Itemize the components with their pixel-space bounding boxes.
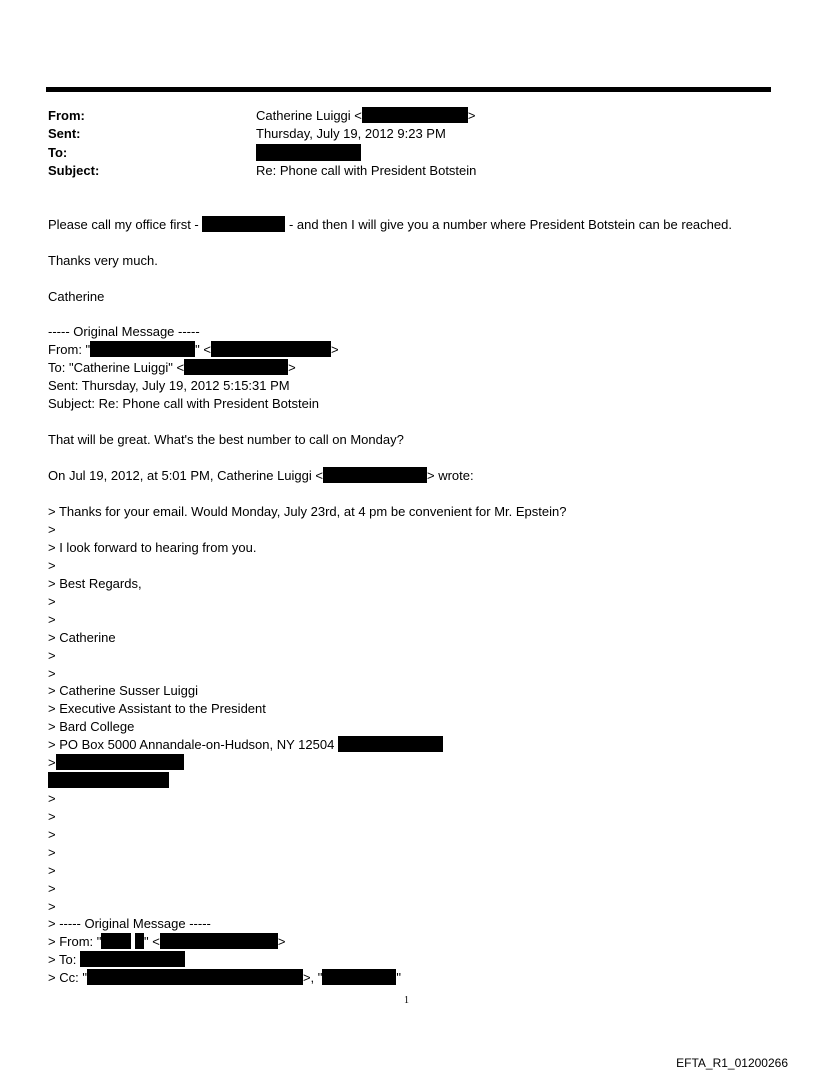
- quoted-text: >: [277, 934, 286, 949]
- quoted-line: [48, 754, 184, 772]
- redaction-box: [362, 107, 468, 123]
- quoted-line: > Catherine Susser Luiggi: [48, 683, 198, 698]
- quoted-line: > Executive Assistant to the President: [48, 701, 266, 716]
- redaction-box: [322, 969, 396, 985]
- quoted-text: >, ": [302, 970, 323, 985]
- quoted-line: [48, 969, 401, 987]
- header-rule: [46, 87, 771, 92]
- quoted-line: > I look forward to hearing from you.: [48, 540, 257, 555]
- quoted-text: " <: [144, 934, 160, 949]
- redaction-box: [90, 341, 195, 357]
- orig-text: > wrote:: [426, 468, 474, 483]
- redaction-box: [135, 933, 144, 949]
- body-text: - and then I will give you a number where President Botstein can be reached.: [285, 217, 732, 232]
- redaction-box: [211, 341, 331, 357]
- sent-value: Thursday, July 19, 2012 9:23 PM: [256, 126, 446, 141]
- quoted-line: [48, 951, 185, 969]
- from-label: From:: [48, 108, 85, 123]
- quoted-line: > Catherine: [48, 630, 116, 645]
- quoted-line: >: [48, 612, 56, 627]
- quoted-line: >: [48, 648, 56, 663]
- bates-number: EFTA_R1_01200266: [676, 1056, 788, 1070]
- quoted-line: > Bard College: [48, 719, 135, 734]
- quoted-line: >: [48, 863, 56, 878]
- redaction-box: [80, 951, 185, 967]
- orig-subject-line: Subject: Re: Phone call with President Botstein: [48, 396, 319, 411]
- subject-label: Subject:: [48, 163, 100, 178]
- body-line-1: [48, 216, 732, 234]
- redaction-box: [87, 969, 303, 985]
- quoted-line: [48, 933, 285, 951]
- reply-line: That will be great. What's the best number to call on Monday?: [48, 432, 404, 447]
- orig-text: On Jul 19, 2012, at 5:01 PM, Catherine Luiggi <: [48, 468, 323, 483]
- orig-text: From: ": [48, 342, 91, 357]
- quoted-line: > ----- Original Message -----: [48, 916, 211, 931]
- quoted-line: >: [48, 594, 56, 609]
- thanks-line: Thanks very much.: [48, 253, 158, 268]
- body-text: Please call my office first -: [48, 217, 203, 232]
- quoted-text: > PO Box 5000 Annandale-on-Hudson, NY 12504: [48, 737, 335, 752]
- quoted-line: [48, 736, 443, 754]
- orig-sent-line: Sent: Thursday, July 19, 2012 5:15:31 PM: [48, 378, 290, 393]
- to-label: To:: [48, 145, 68, 160]
- from-close: >: [467, 108, 476, 123]
- quoted-line: >: [48, 899, 56, 914]
- orig-from-line: [48, 341, 339, 359]
- orig-text: To: "Catherine Luiggi" <: [48, 360, 185, 375]
- orig-text: >: [331, 342, 339, 357]
- redaction-box: [202, 216, 285, 232]
- redaction-box: [48, 772, 169, 788]
- quoted-text: >: [48, 755, 56, 770]
- redaction-box: [184, 359, 288, 375]
- quoted-line: >: [48, 522, 56, 537]
- redaction-box: [160, 933, 278, 949]
- redaction-box: [338, 736, 443, 752]
- signoff-line: Catherine: [48, 289, 105, 304]
- from-name: Catherine Luiggi <: [256, 108, 362, 123]
- orig-text: >: [288, 360, 296, 375]
- orig-to-line: [48, 359, 296, 377]
- quoted-line: >: [48, 809, 56, 824]
- sent-label: Sent:: [48, 126, 81, 141]
- original-message-marker: ----- Original Message -----: [48, 324, 200, 339]
- quoted-text: > Cc: ": [48, 970, 87, 985]
- from-value: [256, 107, 475, 125]
- redaction-box: [56, 754, 184, 770]
- quoted-text: ": [396, 970, 401, 985]
- quoted-line: > Best Regards,: [48, 576, 142, 591]
- quoted-line: >: [48, 845, 56, 860]
- quoted-text: > To:: [48, 952, 80, 967]
- subject-value: Re: Phone call with President Botstein: [256, 163, 477, 178]
- quoted-line: > Thanks for your email. Would Monday, July 23rd, at 4 pm be convenient for Mr. Epstein?: [48, 504, 567, 519]
- quoted-line: >: [48, 881, 56, 896]
- orig-text: " <: [195, 342, 211, 357]
- redaction-box: [101, 933, 131, 949]
- wrote-line: [48, 467, 474, 485]
- quoted-line: >: [48, 827, 56, 842]
- quoted-line: >: [48, 791, 56, 806]
- quoted-text: > From: ": [48, 934, 102, 949]
- to-redaction: [256, 144, 361, 161]
- quoted-line: >: [48, 558, 56, 573]
- page-number: 1: [404, 995, 409, 1006]
- redaction-box: [323, 467, 427, 483]
- quoted-line: >: [48, 666, 56, 681]
